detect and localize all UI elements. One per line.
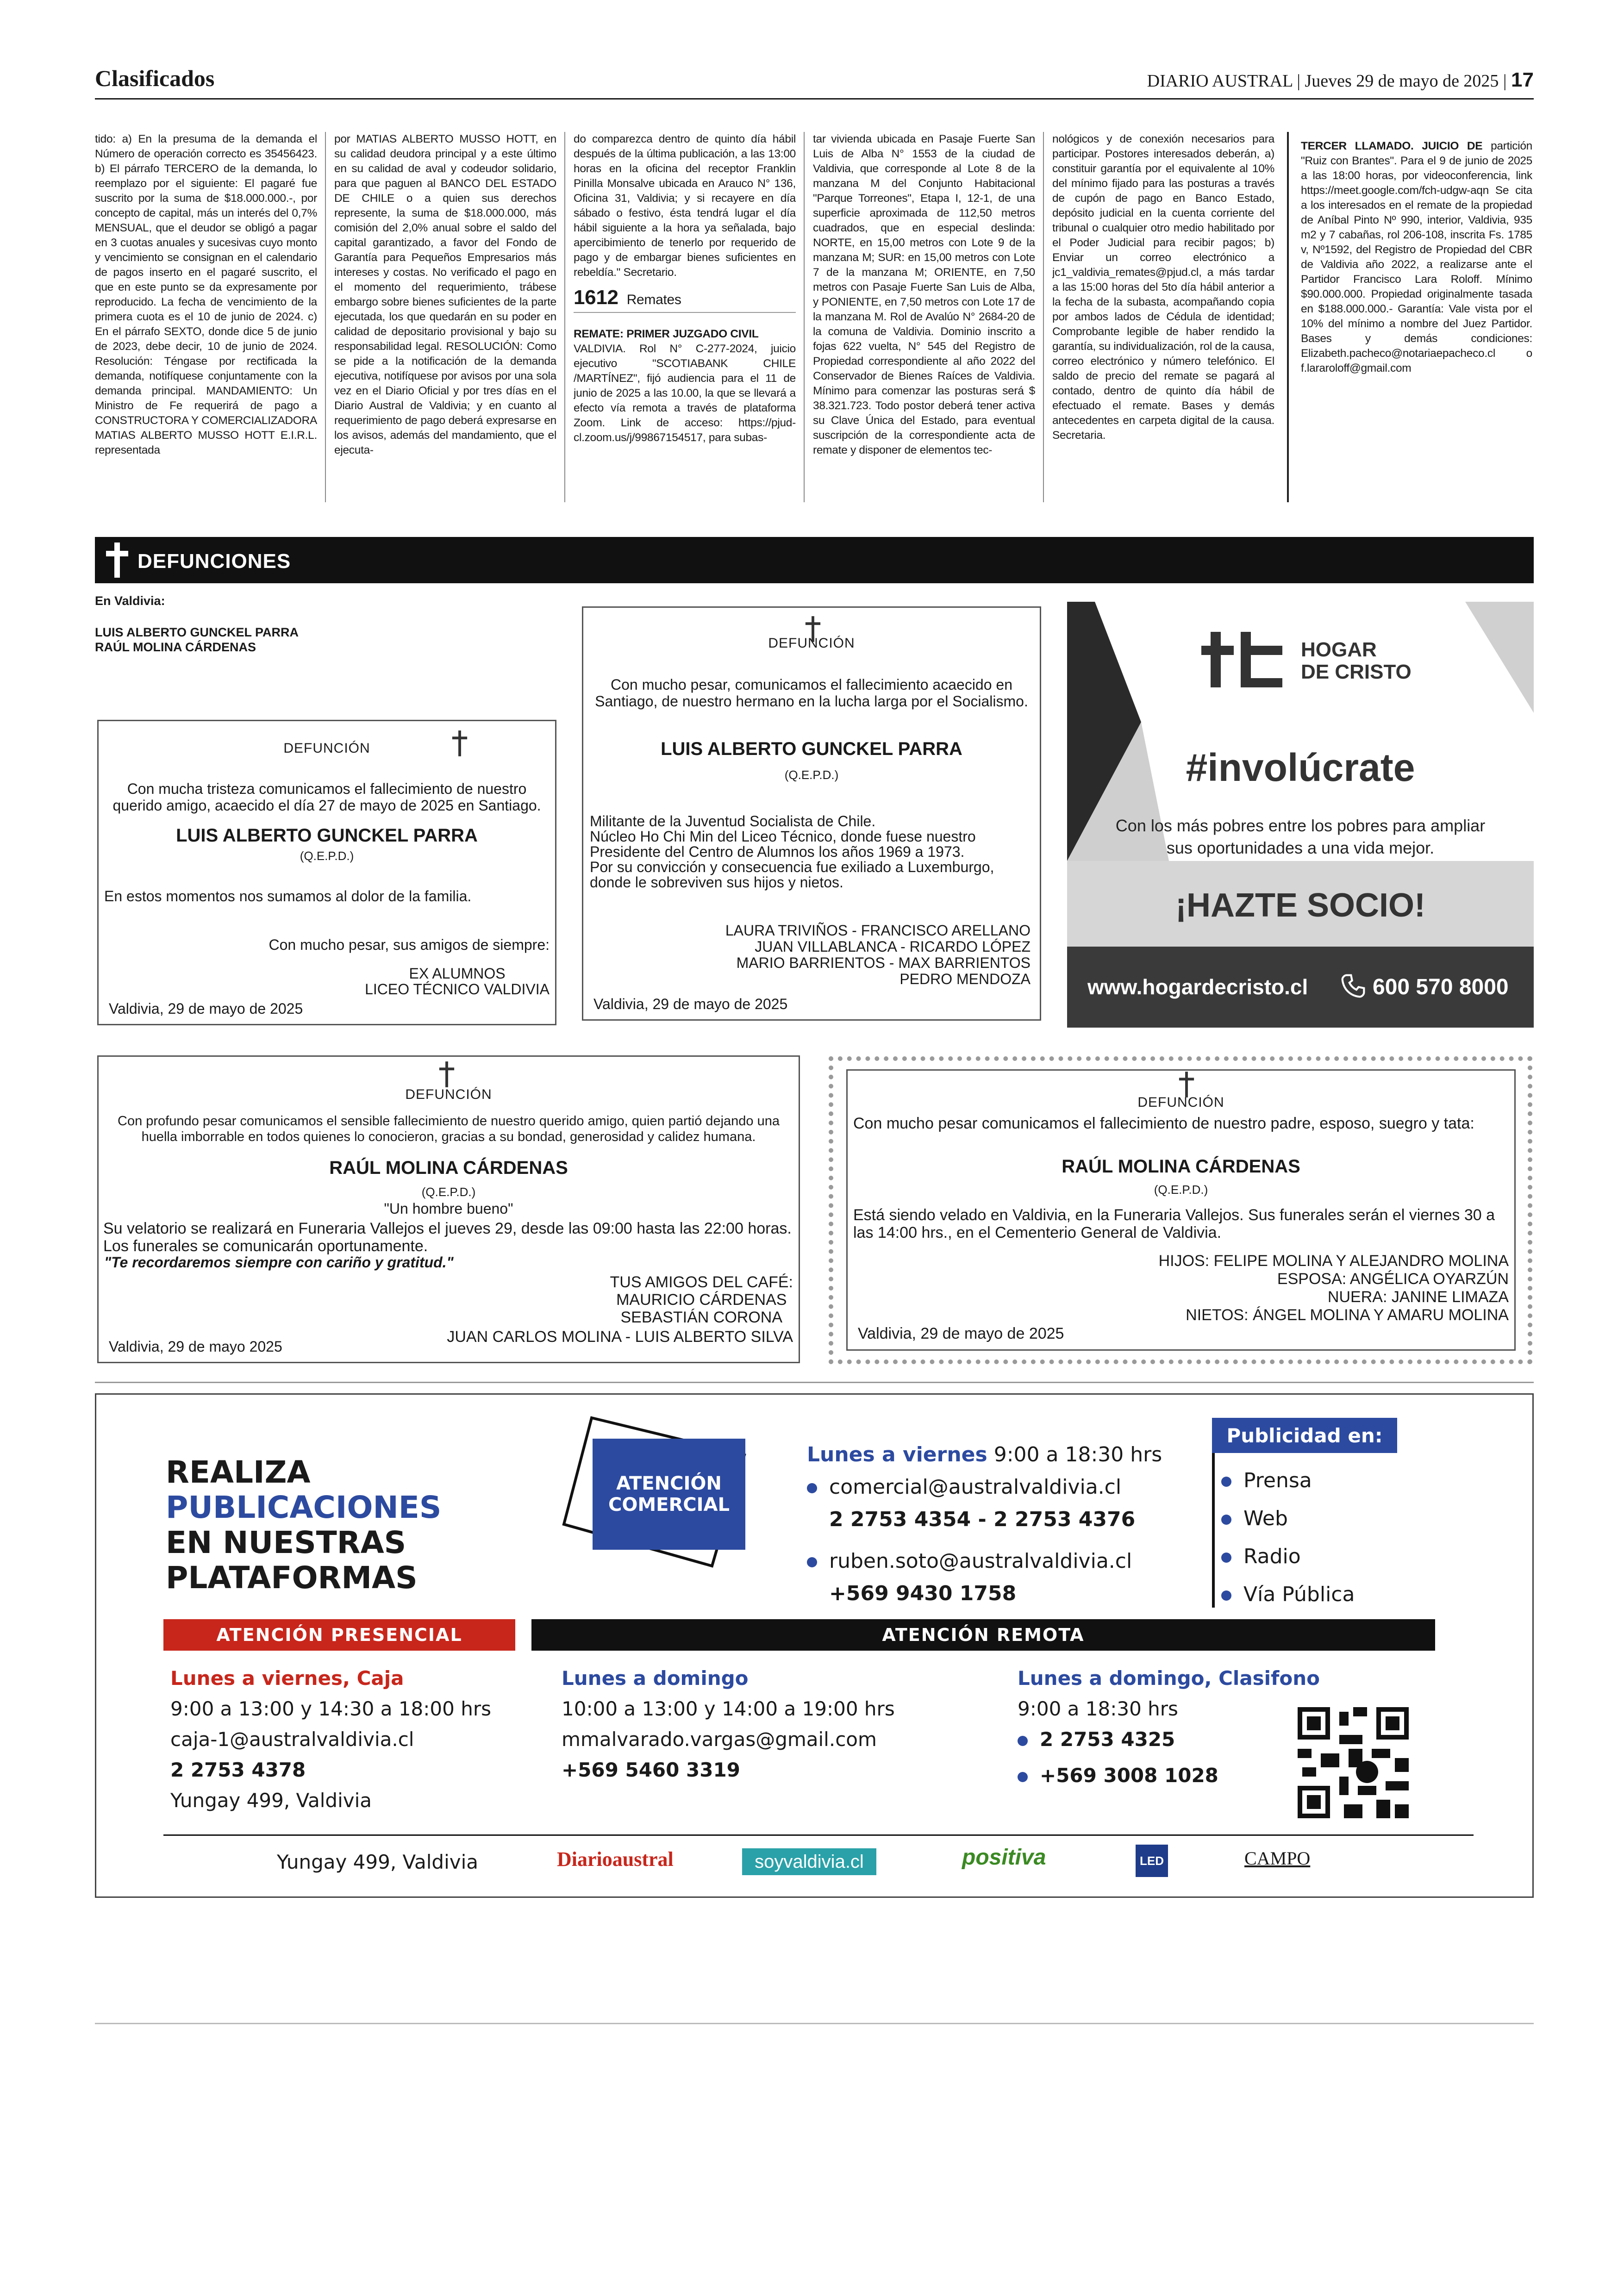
publication-promo bbox=[95, 1393, 1534, 1898]
notice-signatures: TUS AMIGOS DEL CAFÉ: MAURICIO CÁRDENAS SEBASTIÁN CORONA bbox=[610, 1273, 793, 1326]
deceased-name: LUIS ALBERTO GUNCKEL PARRA bbox=[661, 739, 962, 759]
notice-label: DEFUNCIÓN bbox=[768, 636, 855, 651]
notice-date: Valdivia, 29 de mayo de 2025 bbox=[109, 1000, 303, 1017]
notice-date: Valdivia, 29 de mayo de 2025 bbox=[858, 1325, 1064, 1342]
legal-column-5: nológicos y de conexión necesarios para participar. Postores interesados deberán, a) constituir garantía por el equivalente al 10% del mínimo fijado para las posturas a través de cupón de pago en Banco Estado, depósito judicial en la cuenta corriente del tribunal o cualquier otro medio habilitado por el Poder Judicial para recibir pagos; b) Enviar un correo electrónico a jc1_valdivia_remates@pjud.cl, a más tardar a las 15:00 horas del 5to día hábil anterior a la fecha de la subasta, acompañando copia por ambos lados de Cédula de identidad; Comprobante legible de haber rendido la garantía, su individualización, rol de la causa, correo electrónico y número telefónico. El saldo de precio del remate se pagará al contado, dentro de quinto día hábil de efectuado el remate. Bases y demás antecedentes en carpeta digital de la causa. Secretaria. bbox=[1052, 133, 1274, 442]
section-divider bbox=[95, 1382, 1534, 1383]
atencion-comercial-box: ATENCIÓN COMERCIAL bbox=[593, 1439, 745, 1550]
qepd: (Q.E.P.D.) bbox=[784, 768, 839, 782]
remate-title: TERCER LLAMADO. JUICIO DE bbox=[1301, 140, 1483, 152]
remota-info-2: Lunes a domingo, Clasifono 9:00 a 18:30 hrs 2 2753 4325 +569 3008 1028 bbox=[1018, 1667, 1320, 1787]
remate-title: REMATE: PRIMER JUZGADO CIVIL bbox=[574, 328, 759, 340]
deceased-name: RAÚL MOLINA CÁRDENAS bbox=[329, 1158, 568, 1178]
notice-body: En estos momentos nos sumamos al dolor de la familia. bbox=[104, 888, 472, 904]
qepd: (Q.E.P.D.) bbox=[300, 849, 354, 863]
notice-intro: Con mucho pesar comunicamos el fallecimiento de nuestro padre, esposo, suegro y tata: bbox=[853, 1115, 1474, 1132]
soyvaldivia-logo: soyvaldivia.cl bbox=[742, 1848, 876, 1875]
legal-column-4: tar vivienda ubicada en Pasaje Fuerte San Luis de Alba N° 1553 de la ciudad de Valdivia, que corresponde al Lote 8 de la manzana M del Conjunto Habitacional "Parque Torreones", Etapa I, 12-1, de una superficie aproximada de 112,50 metros cuadrados, que en especial deslinda: NORTE, en 15,00 metros con Lote 9 de la manzana M; SUR: en 15,00 metros con Lote 7 de la manzana M; ORIENTE, en 7,50 metros con Pasaje Fuerte San Luis de Alba, y PONIENTE, en 7,50 metros con Lote 17 de la manzana M. Rol de Avalúo N° 2684-20 de la comuna de Valdivia. Dominio inscrito a fojas 622 vuelta, N° 545 del Registro de Propiedad correspondiente al año 2022 del Conservador de Bienes Raíces de Valdivia. Mínimo para comenzar las posturas será $ 38.321.723. Todo postor deberá tener activa su Clave Única del Estado, para eventual suscripción de la correspondiente acta de remate y disponer de elementos tec- bbox=[813, 133, 1035, 456]
column-divider bbox=[325, 132, 326, 502]
phone-icon bbox=[1340, 973, 1366, 999]
column-divider bbox=[1043, 132, 1044, 502]
cross-icon bbox=[437, 1061, 457, 1087]
section-heading: DEFUNCIONES bbox=[137, 550, 291, 573]
notice-closing: Con mucho pesar, sus amigos de siempre: bbox=[269, 936, 550, 953]
notice-label: DEFUNCIÓN bbox=[283, 741, 370, 756]
publicidad-title: Publicidad en: bbox=[1212, 1418, 1397, 1453]
legal-column-3 bbox=[574, 132, 796, 502]
legal-column-6: TERCER LLAMADO. JUICIO DE partición "Ruiz con Brantes". Para el 9 de junio de 2025 a las 18:00 horas, por videoconferencia, link https://meet.google.com/fch-udgw-aqn Se cita a los interesados en el remate de la propiedad de Aníbal Pinto Nº 990, interior, Valdivia, 935 m2 y 7 cabañas, rol 206-108, inscrita Fs. 1785 v, Nº1592, del Registro de Propiedad del CBR de Valdivia año 2022, a realizarse ante el Partidor Francisco Lara Roloff. Mínimo $90.000.000. Propiedad originalmente tasada en $188.000.000.- Garantía: Vale vista por el 10% del mínimo a nombre del Juez Partidor. Bases y demás condiciones: Elizabeth.pacheco@notariaepacheco.cl o f.lararoloff@gmail.com bbox=[1301, 140, 1532, 374]
cross-icon bbox=[1176, 1072, 1197, 1098]
column-divider bbox=[564, 132, 565, 502]
deceased-name: RAÚL MOLINA CÁRDENAS bbox=[1062, 1156, 1300, 1177]
notice-signatures-last: JUAN CARLOS MOLINA - LUIS ALBERTO SILVA bbox=[447, 1328, 793, 1346]
legal-column-2: por MATIAS ALBERTO MUSSO HOTT, en su calidad deudora principal y a este último en su calidad de aval y codeudor solidario, para que paguen al BANCO DEL ESTADO DE CHILE o a quien sus derechos represente, la suma de $18.000.000, más comisión del 2,0% anual sobre el saldo del capital garantizado, a favor del Fondo de Garantía para Pequeños Empresarios más intereses y costas. No verificado el pago en el momento del requerimiento, trábese embargo sobre bienes suficientes de la parte ejecutada, los que quedarán en su poder en calidad de depositario provisional y bajo su responsabilidad legal. RESOLUCIÓN: Como se pide a la notificación de la demanda ejecutiva, notifíquese por avisos por una sola vez en el Diario Oficial y por tres días en el Diario Austral de Valdivia; y en cuanto al requerimiento de pago deberá expresarse en los avisos, además del mandamiento, que el ejecuta- bbox=[334, 133, 556, 456]
ad-hashtag: #involúcrate bbox=[1186, 746, 1415, 789]
notice-date: Valdivia, 29 de mayo 2025 bbox=[109, 1338, 282, 1355]
obituary-notice bbox=[97, 720, 556, 1025]
notice-intro: Con mucho pesar, comunicamos el fallecimiento acaecido en Santiago, de nuestro hermano en la lucha larga por el Socialismo. bbox=[595, 676, 1028, 710]
obituary-notice bbox=[97, 1055, 800, 1363]
notice-body: Está siendo velado en Valdivia, en la Funeraria Vallejos. Sus funerales serán el viernes 30 a las 14:00 hrs., en el Cementerio General de Valdivia. bbox=[853, 1206, 1495, 1241]
notice-body: Militante de la Juventud Socialista de Chile. Núcleo Ho Chi Min del Liceo Técnico, donde fuese nuestro Presidente del Centro de Alumnos los años 1969 a 1973. Por su convicción y consecuencia fue exiliado a Luxemburgo, donde le sobreviven sus hijos y nietos. bbox=[590, 813, 994, 891]
notice-intro: Con mucha tristeza comunicamos el fallecimiento de nuestro querido amigo, acaecido el día 27 de mayo de 2025 en Santiago. bbox=[112, 780, 541, 814]
hogar-logo-icon bbox=[1201, 627, 1294, 692]
column-divider bbox=[804, 132, 805, 502]
deceased-name: LUIS ALBERTO GUNCKEL PARRA bbox=[176, 825, 478, 846]
notice-signatures: LAURA TRIVIÑOS - FRANCISCO ARELLANO JUAN VILLABLANCA - RICARDO LÓPEZ MARIO BARRIENTOS - MAX BARRIENTOS PEDRO MENDOZA bbox=[725, 922, 1031, 987]
campo-logo: CAMPO bbox=[1244, 1848, 1311, 1869]
presencial-info: Lunes a viernes, Caja 9:00 a 13:00 y 14:30 a 18:00 hrs caja-1@australvaldivia.cl 2 2753 4378 Yungay 499, Valdivia bbox=[170, 1667, 491, 1812]
notice-date: Valdivia, 29 de mayo de 2025 bbox=[593, 996, 788, 1012]
remates-heading: 1612 Remates bbox=[574, 290, 796, 313]
ad-phone[interactable]: 600 570 8000 bbox=[1373, 975, 1509, 999]
presencial-banner: ATENCIÓN PRESENCIAL bbox=[163, 1619, 515, 1651]
cross-icon bbox=[103, 543, 131, 578]
positiva-logo: positiva bbox=[962, 1845, 1046, 1870]
issue-date: | Jueves 29 de mayo de 2025 | bbox=[1297, 71, 1507, 91]
ad-tagline: Con los más pobres entre los pobres para ampliar sus oportunidades a una vida mejor. bbox=[1115, 816, 1486, 857]
page-bottom-rule bbox=[95, 2023, 1534, 2024]
qr-code-icon[interactable] bbox=[1293, 1703, 1413, 1823]
ad-url[interactable]: www.hogardecristo.cl bbox=[1087, 975, 1308, 999]
legal-text: do comparezca dentro de quinto día hábil después de la última publicación, a las 13:00 horas en la oficina del receptor Franklin Pinilla Monsalve ubicada en Arauco N° 136, Oficina 31, Valdivia; y si recayere en día sábado o festivo, ésta tendrá lugar el día hábil siguiente a la hora ya señalada, bajo apercibimiento de tenerlo por requerido de pago y de embargar bienes suficientes en rebeldía." Secretario. bbox=[574, 133, 796, 279]
cross-icon bbox=[450, 730, 470, 756]
page-folio bbox=[1147, 69, 1534, 92]
diario-austral-logo: Diarioaustral bbox=[557, 1848, 674, 1871]
notice-intro: Con profundo pesar comunicamos el sensible fallecimiento de nuestro querido amigo, quien partió dejando una huella imborrable en todos quienes lo conocieron, gracias a su bondad, generosidad y calidez humana. bbox=[118, 1114, 780, 1144]
paper-name: DIARIO AUSTRAL bbox=[1147, 71, 1293, 91]
legal-text: VALDIVIA. Rol N° C-277-2024, juicio ejecutivo "SCOTIABANK CHILE /MARTÍNEZ", fijó audiencia para el 11 de junio de 2025 a las 10.00, la que se llevará a efecto vía remota a través de plataforma Zoom. Link de acceso: https://pjud-cl.zoom.us/j/99867154517, para subas- bbox=[574, 343, 796, 444]
promo-headline: REALIZA PUBLICACIONES EN NUESTRAS PLATAFORMAS bbox=[166, 1454, 442, 1596]
notice-label: DEFUNCIÓN bbox=[405, 1087, 492, 1102]
deceased-list: LUIS ALBERTO GUNCKEL PARRA RAÚL MOLINA CÁRDENAS bbox=[95, 625, 299, 654]
hogar-de-cristo-ad bbox=[1067, 602, 1534, 1028]
comercial-contact: Lunes a viernes 9:00 a 18:30 hrs comercial@australvaldivia.cl 2 2753 4354 - 2 2753 4376 ruben.soto@australvaldivia.cl +569 9430 1758 bbox=[807, 1443, 1162, 1605]
defunciones-bar bbox=[95, 537, 1534, 583]
notice-quote: "Un hombre bueno" bbox=[384, 1200, 513, 1217]
obituary-notice bbox=[846, 1069, 1516, 1351]
obituary-notice bbox=[582, 606, 1041, 1021]
column-divider bbox=[1287, 132, 1289, 502]
remota-banner: ATENCIÓN REMOTA bbox=[531, 1619, 1435, 1651]
legal-column-1: tido: a) En la presuma de la demanda el Número de operación correcto es 35456423. b) El párrafo TERCERO de la demanda, lo reemplazo por el siguiente: El pagaré fue suscrito por la suma de $18.000.000.-, por concepto de capital, más un interés del 0,7% MENSUAL, que el deudor se obligó a pagar en 3 cuotas anuales y sucesivas cuyo monto y vencimiento se consignan en el calendario de pagos inserto en el pagaré suscrito, el que en este punto se da expresamente por reproducido. La fecha de vencimiento de la primera cuota es el 10 de junio de 2024. c) En el párrafo SEXTO, donde dice 5 de junio de 2023, debe decir, 10 de junio de 2024. Resolución: Téngase por rectificada la demanda, notifíquese conjuntamente con la demanda principal. MANDAMIENTO: Un Ministro de Fe requerirá de pago a CONSTRUCTORA Y COMERCIALIZADORA MATIAS ALBERTO MUSSO HOTT E.I.R.L. representada bbox=[95, 133, 317, 456]
page-number: 17 bbox=[1511, 69, 1534, 91]
footer-address: Yungay 499, Valdivia bbox=[277, 1851, 479, 1873]
notice-label: DEFUNCIÓN bbox=[1137, 1095, 1224, 1110]
city-label: En Valdivia: bbox=[95, 594, 165, 608]
notice-signatures: HIJOS: FELIPE MOLINA Y ALEJANDRO MOLINA ESPOSA: ANGÉLICA OYARZÚN NUERA: JANINE LIMAZA NIETOS: ÁNGEL MOLINA Y AMARU MOLINA bbox=[1158, 1252, 1509, 1324]
publicidad-list: Prensa Web Radio Vía Pública bbox=[1221, 1462, 1355, 1614]
qepd: (Q.E.P.D.) bbox=[421, 1185, 476, 1199]
led-logo: LED bbox=[1136, 1845, 1168, 1877]
notice-body: Su velatorio se realizará en Funeraria Vallejos el jueves 29, desde las 09:00 hasta las 22:00 horas. Los funerales se comunicarán oportunamente. bbox=[103, 1220, 792, 1255]
notice-tagline: "Te recordaremos siempre con cariño y gratitud." bbox=[104, 1254, 454, 1271]
section-title: Clasificados bbox=[95, 65, 215, 91]
hogar-brand: HOGAR DE CRISTO bbox=[1301, 638, 1412, 683]
header-rule bbox=[95, 98, 1534, 100]
ad-cta[interactable]: ¡HAZTE SOCIO! bbox=[1175, 887, 1425, 924]
remota-info-1: Lunes a domingo 10:00 a 13:00 y 14:00 a 19:00 hrs mmalvarado.vargas@gmail.com +569 5460 3319 bbox=[562, 1667, 895, 1781]
promo-rule bbox=[163, 1834, 1474, 1836]
notice-signatures: EX ALUMNOS LICEO TÉCNICO VALDIVIA bbox=[365, 965, 550, 998]
qepd: (Q.E.P.D.) bbox=[1154, 1183, 1208, 1197]
